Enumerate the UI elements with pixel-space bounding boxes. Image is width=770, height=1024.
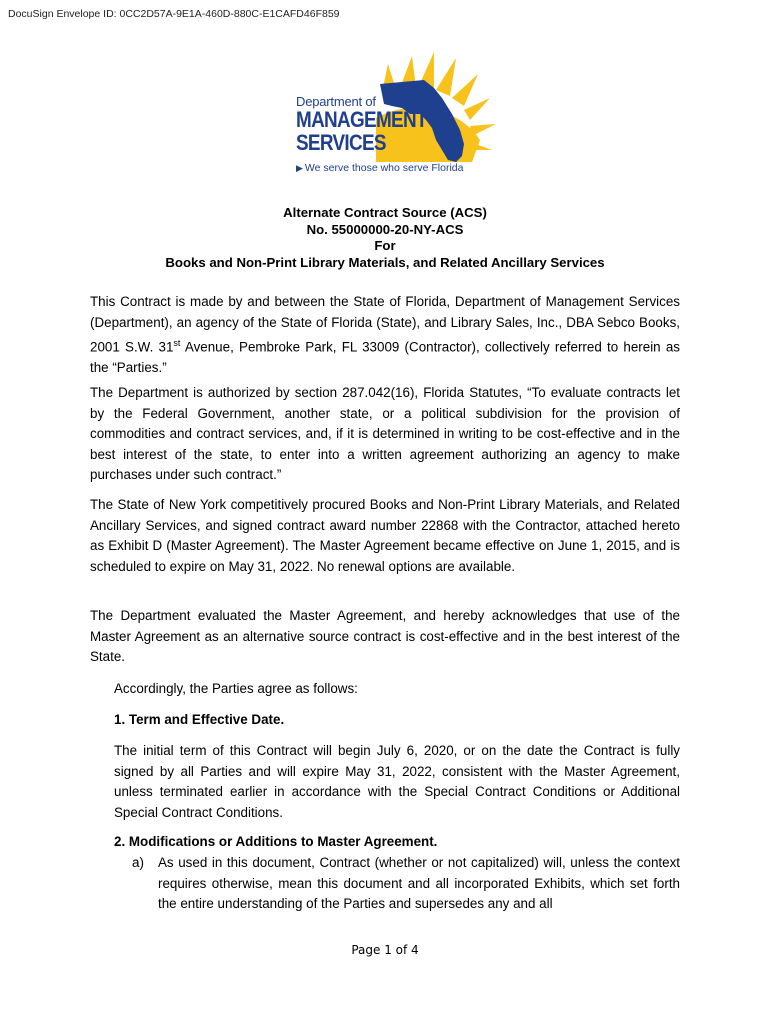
docusign-envelope-id: DocuSign Envelope ID: 0CC2D57A-9E1A-460D-880C-E1CAFD46F859	[8, 8, 340, 20]
tagline-text: We serve those who serve Florida	[304, 162, 464, 174]
title-line-3: For	[374, 238, 396, 253]
section-2a-item	[132, 853, 680, 915]
title-line-4: Books and Non-Print Library Materials, and Related Ancillary Services	[165, 254, 605, 270]
logo-line-3: SERVICES	[296, 130, 386, 155]
intro-text-a: This Contract is made by and between the State of Florida, Department of Management Services (Department), an agency of the State of Florida (State), and Library Sales, Inc., DBA Sebco Books, 2001 S.W. 31	[90, 294, 680, 355]
ordinal-suffix: st	[173, 338, 181, 348]
procurement-paragraph: The State of New York competitively procured Books and Non-Print Library Materials, and Related Ancillary Services, and signed contract award number 22868 with the Contractor, attached hereto as Exhibit D (Master Agreement). The Master Agreement became effective on June 1, 2015, and is scheduled to expire on May 31, 2022. No renewal options are available.	[90, 497, 680, 574]
section-2-heading: 2. Modifications or Additions to Master Agreement.	[114, 834, 438, 849]
logo-tagline	[296, 162, 463, 174]
section-1-body: The initial term of this Contract will begin July 6, 2020, or on the date the Contract is fully signed by all Parties and will expire May 31, 2022, consistent with the Master Agreement, unless terminated earlier in accordance with the Special Contract Conditions or Additional Special Contract Conditions.	[114, 743, 680, 820]
logo-line-1: Department of	[296, 94, 376, 109]
logo-line-2: MANAGEMENT	[296, 107, 427, 132]
dms-logo	[284, 44, 500, 176]
intro-text-b: Avenue, Pembroke Park, FL 33009 (Contractor), collectively referred to herein as the “Parties.”	[90, 339, 680, 375]
title-line-2: No. 55000000-20-NY-ACS	[306, 221, 464, 237]
intro-paragraph	[90, 292, 680, 378]
page-number: Page 1 of 4	[351, 943, 419, 957]
section-2a-label: a)	[132, 855, 144, 870]
play-triangle-icon: ▶	[296, 163, 303, 173]
title-line-1: Alternate Contract Source (ACS)	[283, 205, 487, 220]
evaluation-paragraph: The Department evaluated the Master Agreement, and hereby acknowledges that use of the Master Agreement as an alternative source contract is cost-effective and in the best interest of the State.	[90, 608, 680, 664]
document-title	[0, 205, 770, 271]
authority-paragraph: The Department is authorized by section 287.042(16), Florida Statutes, “To evaluate contracts let by the Federal Government, another state, or a political subdivision for the provision of commodities and contract services, and, if it is determined in writing to be cost-effective and in the best interest of the state, to enter into a written agreement authorizing an agency to make purchases under such contract.”	[90, 385, 680, 482]
section-2a-body: As used in this document, Contract (whether or not capitalized) will, unless the context requires otherwise, mean this document and all incorporated Exhibits, which set forth the entire understanding of the Parties and supersedes any and all	[158, 855, 680, 911]
agreement-lead-in: Accordingly, the Parties agree as follows:	[114, 681, 358, 696]
section-1-heading: 1. Term and Effective Date.	[114, 712, 285, 727]
